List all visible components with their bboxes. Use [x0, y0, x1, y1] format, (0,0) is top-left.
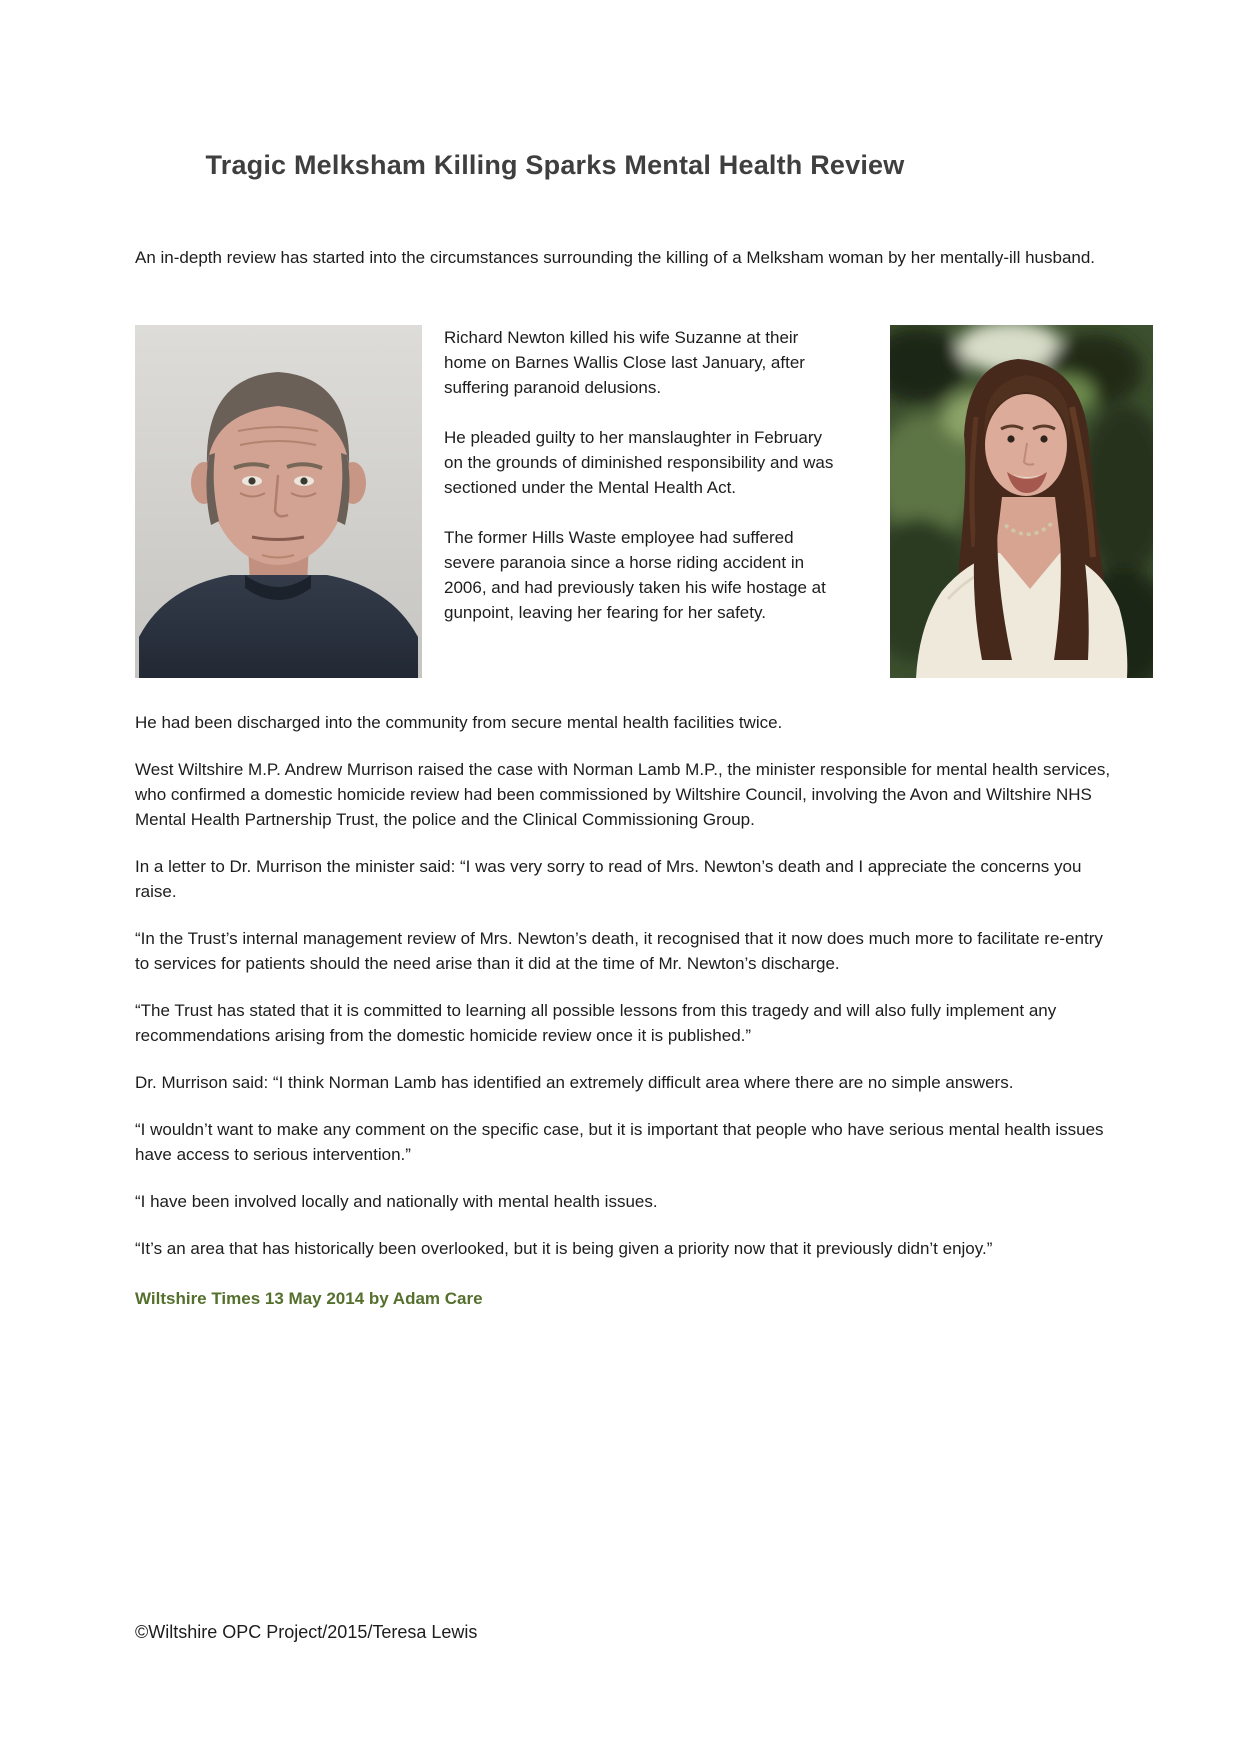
- suzanne-newton-photo: [890, 325, 1153, 678]
- column-paragraph: Richard Newton killed his wife Suzanne at their home on Barnes Wallis Close last January, after suffering paranoid delusions.: [444, 328, 805, 397]
- page-title: Tragic Melksham Killing Sparks Mental Health Review: [205, 150, 905, 180]
- column-paragraph: The former Hills Waste employee had suffered severe paranoia since a horse riding accident in 2006, and had previously taken his wife hostage at gunpoint, leaving her fearing for her safety.: [444, 528, 826, 622]
- mugshot-illustration: [135, 325, 422, 678]
- source-line: Wiltshire Times 13 May 2014 by Adam Care: [135, 1289, 483, 1308]
- title-wrap: [135, 150, 975, 181]
- body-paragraph: “The Trust has stated that it is committed to learning all possible lessons from this tragedy and will also fully implement any recommendations arising from the domestic homicide review once it is published.”: [135, 1001, 1057, 1045]
- intro-paragraph: An in-depth review has started into the circumstances surrounding the killing of a Melksham woman by her mentally-ill husband.: [135, 248, 1096, 267]
- portrait-illustration: [890, 325, 1153, 678]
- article-body: [135, 710, 1120, 1261]
- body-paragraph: In a letter to Dr. Murrison the minister said: “I was very sorry to read of Mrs. Newton’s death and I appreciate the concerns you raise.: [135, 857, 1082, 901]
- photo-row: [135, 325, 1153, 678]
- body-paragraph: “I have been involved locally and nationally with mental health issues.: [135, 1192, 658, 1211]
- richard-newton-photo: [135, 325, 422, 678]
- body-paragraph: “I wouldn’t want to make any comment on the specific case, but it is important that people who have serious mental health issues have access to serious intervention.”: [135, 1120, 1104, 1164]
- copyright-footer: ©Wiltshire OPC Project/2015/Teresa Lewis: [135, 1622, 478, 1642]
- photo-caption-column: [444, 325, 844, 650]
- document-content: [135, 150, 1120, 1309]
- body-paragraph: He had been discharged into the community from secure mental health facilities twice.: [135, 713, 783, 732]
- body-paragraph: “It’s an area that has historically been overlooked, but it is being given a priority now that it previously didn’t enjoy.”: [135, 1239, 993, 1258]
- body-paragraph: Dr. Murrison said: “I think Norman Lamb has identified an extremely difficult area where there are no simple answers.: [135, 1073, 1014, 1092]
- column-paragraph: He pleaded guilty to her manslaughter in February on the grounds of diminished responsibility and was sectioned under the Mental Health Act.: [444, 428, 834, 497]
- body-paragraph: “In the Trust’s internal management review of Mrs. Newton’s death, it recognised that it now does much more to facilitate re-entry to services for patients should the need arise than it did at the time of Mr. Newton’s discharge.: [135, 929, 1103, 973]
- body-paragraph: West Wiltshire M.P. Andrew Murrison raised the case with Norman Lamb M.P., the minister responsible for mental health services, who confirmed a domestic homicide review had been commissioned by Wiltshire Council, involving the Avon and Wiltshire NHS Mental Health Partnership Trust, the police and the Clinical Commissioning Group.: [135, 760, 1111, 829]
